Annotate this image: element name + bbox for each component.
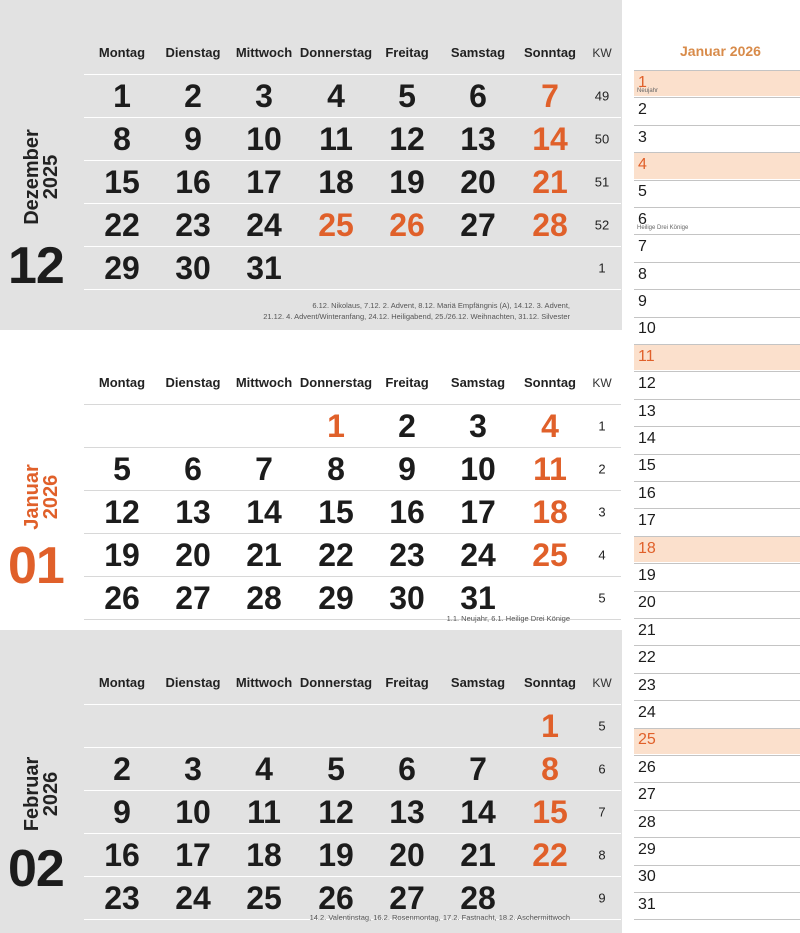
week-number: 2 — [598, 461, 606, 477]
planner-day-number: 11 — [638, 347, 655, 365]
day-number: 7 — [469, 751, 487, 787]
weekday-header: Montag — [98, 375, 146, 390]
weekday-header: Freitag — [385, 675, 429, 690]
month-number: 01 — [8, 537, 64, 595]
week-number: 7 — [598, 804, 606, 820]
planner-day-number: 27 — [638, 786, 656, 804]
day-number: 10 — [175, 794, 211, 830]
day-number: 23 — [389, 537, 425, 573]
planner-day-number: 23 — [638, 676, 656, 694]
week-number: 5 — [598, 718, 606, 734]
day-number: 21 — [532, 164, 568, 200]
planner-day-number: 30 — [638, 868, 656, 886]
planner-day-number: 26 — [638, 758, 656, 776]
planner-day-note: Neujahr — [637, 88, 659, 95]
week-number: 50 — [594, 131, 610, 147]
planner-row-line — [634, 399, 800, 400]
day-number: 3 — [469, 408, 487, 444]
planner-day-number: 8 — [638, 265, 647, 283]
planner-day-number: 13 — [638, 402, 656, 420]
planner-row-line — [634, 700, 800, 701]
day-number: 26 — [318, 880, 354, 916]
daily-planner-column — [622, 0, 800, 933]
week-row-divider — [84, 404, 621, 405]
planner-title: Januar 2026 — [680, 43, 761, 59]
week-row-divider — [84, 203, 621, 204]
weekend-highlight — [634, 153, 800, 178]
week-number: 5 — [598, 590, 606, 606]
planner-row-line — [634, 782, 800, 783]
day-number: 24 — [246, 207, 282, 243]
week-row-divider — [84, 704, 621, 705]
day-number: 1 — [541, 708, 559, 744]
holiday-notes — [447, 613, 570, 624]
day-number: 19 — [389, 164, 425, 200]
planner-day-number: 4 — [638, 155, 647, 173]
month-name: Februar — [21, 756, 43, 832]
day-number: 6 — [184, 451, 202, 487]
planner-day-number: 24 — [638, 703, 656, 721]
day-number: 25 — [532, 537, 568, 573]
planner-row-line — [634, 426, 800, 427]
weekday-header: Samstag — [450, 45, 506, 60]
day-number: 4 — [255, 751, 273, 787]
planner-day-number: 28 — [638, 813, 656, 831]
month-panel-dezember — [0, 0, 622, 330]
month-number: 12 — [8, 237, 64, 295]
day-number: 11 — [533, 451, 567, 487]
week-row-divider — [84, 533, 621, 534]
day-number: 5 — [113, 451, 131, 487]
kw-header: KW — [592, 46, 612, 60]
day-number: 28 — [532, 207, 568, 243]
holiday-notes — [263, 300, 570, 322]
month-name-year — [23, 464, 61, 530]
day-number: 8 — [113, 121, 131, 157]
day-number: 21 — [460, 837, 496, 873]
day-number: 12 — [389, 121, 425, 157]
planner-row-line — [634, 591, 800, 592]
weekday-header: Mittwoch — [235, 375, 293, 390]
planner-row-line — [634, 97, 800, 98]
day-number: 11 — [319, 121, 353, 157]
day-number: 14 — [246, 494, 282, 530]
planner-day-number: 9 — [638, 292, 647, 310]
day-number: 8 — [327, 451, 345, 487]
weekday-header: Mittwoch — [235, 45, 293, 60]
day-number: 15 — [318, 494, 354, 530]
planner-row-line — [634, 262, 800, 263]
day-number: 3 — [255, 78, 273, 114]
planner-row-line — [634, 563, 800, 564]
weekday-header: Dienstag — [165, 375, 221, 390]
weekday-header: Dienstag — [165, 45, 221, 60]
planner-row-line — [634, 125, 800, 126]
week-number: 4 — [598, 547, 606, 563]
week-row-divider — [84, 790, 621, 791]
weekday-header: Mittwoch — [235, 675, 293, 690]
planner-row-line — [634, 234, 800, 235]
week-row-divider — [84, 447, 621, 448]
planner-day-number: 25 — [638, 731, 656, 749]
week-row-divider — [84, 747, 621, 748]
weekend-highlight — [634, 729, 800, 754]
day-number: 17 — [246, 164, 282, 200]
day-number: 26 — [389, 207, 425, 243]
day-number: 20 — [175, 537, 211, 573]
day-number: 21 — [246, 537, 282, 573]
day-number: 2 — [398, 408, 416, 444]
week-number: 8 — [598, 847, 606, 863]
day-number: 9 — [113, 794, 131, 830]
weekday-header: Donnerstag — [299, 375, 373, 390]
week-row-divider — [84, 160, 621, 161]
holiday-notes — [310, 912, 570, 923]
month-panel-januar — [0, 330, 622, 630]
day-number: 14 — [532, 121, 568, 157]
day-number: 12 — [318, 794, 354, 830]
day-number: 24 — [460, 537, 496, 573]
planner-row-line — [634, 810, 800, 811]
kw-header: KW — [592, 376, 612, 390]
planner-row-line — [634, 755, 800, 756]
week-row-divider — [84, 576, 621, 577]
week-number: 9 — [598, 890, 606, 906]
weekday-header: Sonntag — [524, 675, 576, 690]
day-number: 30 — [175, 250, 211, 286]
day-number: 28 — [460, 880, 496, 916]
day-number: 11 — [247, 794, 281, 830]
planner-row-line — [634, 180, 800, 181]
day-number: 15 — [532, 794, 568, 830]
planner-day-number: 22 — [638, 649, 656, 667]
month-year: 2026 — [40, 771, 62, 817]
week-number: 49 — [594, 88, 610, 104]
day-number: 12 — [104, 494, 140, 530]
day-number: 28 — [246, 580, 282, 616]
weekend-highlight — [634, 537, 800, 562]
day-number: 17 — [460, 494, 496, 530]
day-number: 26 — [104, 580, 140, 616]
day-number: 10 — [246, 121, 282, 157]
planner-row-line — [634, 865, 800, 866]
day-number: 6 — [469, 78, 487, 114]
planner-row-line — [634, 837, 800, 838]
day-number: 23 — [104, 880, 140, 916]
week-row-divider — [84, 74, 621, 75]
planner-row-line — [634, 645, 800, 646]
planner-row-line — [634, 317, 800, 318]
planner-day-number: 6 — [638, 210, 647, 228]
day-number: 9 — [184, 121, 202, 157]
planner-day-number: 19 — [638, 566, 656, 584]
planner-day-number: 2 — [638, 101, 647, 119]
planner-day-number: 7 — [638, 238, 647, 256]
day-number: 22 — [318, 537, 354, 573]
planner-row-line — [634, 454, 800, 455]
weekday-header: Montag — [98, 675, 146, 690]
weekday-header: Donnerstag — [299, 675, 373, 690]
day-number: 16 — [104, 837, 140, 873]
day-number: 24 — [175, 880, 211, 916]
day-number: 8 — [541, 751, 559, 787]
week-number: 1 — [598, 260, 606, 276]
day-number: 16 — [389, 494, 425, 530]
planner-row-line — [634, 508, 800, 509]
day-number: 17 — [175, 837, 211, 873]
planner-day-number: 21 — [638, 621, 656, 639]
planner-day-number: 29 — [638, 840, 656, 858]
planner-row-line — [634, 207, 800, 208]
day-number: 25 — [246, 880, 282, 916]
day-number: 25 — [318, 207, 354, 243]
day-number: 9 — [398, 451, 416, 487]
week-row-divider — [84, 117, 621, 118]
day-number: 23 — [175, 207, 211, 243]
holiday-line: 14.2. Valentinstag, 16.2. Rosenmontag, 17.2. Fastnacht, 18.2. Aschermittwoch — [309, 913, 570, 922]
planner-day-number: 5 — [638, 183, 647, 201]
day-number: 16 — [175, 164, 211, 200]
holiday-line: 21.12. 4. Advent/Winteranfang, 24.12. Heiligabend, 25./26.12. Weihnachten, 31.12. Silvester — [263, 312, 570, 321]
day-number: 1 — [113, 78, 131, 114]
planner-row-line — [634, 618, 800, 619]
weekday-header: Samstag — [450, 375, 506, 390]
weekday-header: Sonntag — [524, 45, 576, 60]
day-number: 4 — [327, 78, 345, 114]
week-row-divider — [84, 289, 621, 290]
day-number: 10 — [460, 451, 496, 487]
day-number: 29 — [104, 250, 140, 286]
day-number: 2 — [184, 78, 202, 114]
planner-row-line — [634, 919, 800, 920]
weekday-header: Freitag — [385, 45, 429, 60]
month-name-year — [23, 757, 61, 831]
day-number: 18 — [318, 164, 354, 200]
planner-row-line — [634, 481, 800, 482]
day-number: 19 — [104, 537, 140, 573]
week-row-divider — [84, 833, 621, 834]
day-number: 4 — [541, 408, 559, 444]
planner-day-number: 31 — [638, 895, 656, 913]
day-number: 22 — [532, 837, 568, 873]
week-number: 51 — [594, 174, 610, 190]
planner-row-line — [634, 673, 800, 674]
week-number: 1 — [598, 418, 606, 434]
planner-day-number: 14 — [638, 429, 656, 447]
day-number: 18 — [246, 837, 282, 873]
planner-row-line — [634, 892, 800, 893]
week-number: 52 — [594, 217, 610, 233]
day-number: 20 — [460, 164, 496, 200]
planner-day-note: Heilige Drei Könige — [637, 225, 689, 232]
kw-header: KW — [592, 676, 612, 690]
week-row-divider — [84, 490, 621, 491]
weekday-header: Montag — [98, 45, 146, 60]
month-number: 02 — [8, 840, 64, 898]
planner-day-number: 16 — [638, 484, 656, 502]
day-number: 29 — [318, 580, 354, 616]
month-name: Dezember — [21, 129, 43, 225]
day-number: 31 — [460, 580, 496, 616]
planner-day-number: 17 — [638, 512, 656, 530]
month-side-label — [0, 330, 84, 630]
weekend-highlight — [634, 345, 800, 370]
month-panel-februar — [0, 630, 622, 933]
day-number: 13 — [175, 494, 211, 530]
day-number: 1 — [327, 408, 345, 444]
day-number: 30 — [389, 580, 425, 616]
day-number: 3 — [184, 751, 202, 787]
week-row-divider — [84, 246, 621, 247]
weekday-header: Samstag — [450, 675, 506, 690]
day-number: 5 — [327, 751, 345, 787]
day-number: 27 — [460, 207, 496, 243]
week-number: 3 — [598, 504, 606, 520]
day-number: 7 — [255, 451, 273, 487]
day-number: 27 — [389, 880, 425, 916]
day-number: 13 — [460, 121, 496, 157]
day-number: 15 — [104, 164, 140, 200]
weekend-highlight — [634, 71, 800, 96]
month-side-label — [0, 630, 84, 933]
week-number: 6 — [598, 761, 606, 777]
weekday-header: Dienstag — [165, 675, 221, 690]
month-name-year — [23, 129, 61, 225]
planner-day-number: 20 — [638, 594, 656, 612]
weekday-header: Freitag — [385, 375, 429, 390]
planner-day-number: 3 — [638, 128, 647, 146]
day-number: 22 — [104, 207, 140, 243]
day-number: 5 — [398, 78, 416, 114]
month-year: 2025 — [40, 154, 62, 200]
day-number: 14 — [460, 794, 496, 830]
weekday-header: Donnerstag — [299, 45, 373, 60]
planner-day-number: 10 — [638, 320, 656, 338]
day-number: 13 — [389, 794, 425, 830]
day-number: 6 — [398, 751, 416, 787]
month-name: Januar — [21, 464, 43, 530]
day-number: 2 — [113, 751, 131, 787]
planner-day-number: 18 — [638, 539, 656, 557]
planner-row-line — [634, 289, 800, 290]
planner-day-number: 15 — [638, 457, 656, 475]
day-number: 18 — [532, 494, 568, 530]
planner-day-number: 1 — [638, 73, 647, 91]
day-number: 31 — [246, 250, 282, 286]
holiday-line: 6.12. Nikolaus, 7.12. 2. Advent, 8.12. Mariä Empfängnis (A), 14.12. 3. Advent, — [312, 301, 570, 310]
day-number: 19 — [318, 837, 354, 873]
planner-day-number: 12 — [638, 375, 656, 393]
planner-row-line — [634, 70, 800, 71]
holiday-line: 1.1. Neujahr, 6.1. Heilige Drei Könige — [446, 614, 570, 623]
weekday-header: Sonntag — [524, 375, 576, 390]
month-side-label — [0, 0, 84, 330]
day-number: 27 — [175, 580, 211, 616]
day-number: 20 — [389, 837, 425, 873]
month-year: 2026 — [40, 474, 62, 520]
day-number: 7 — [541, 78, 559, 114]
planner-row-line — [634, 371, 800, 372]
week-row-divider — [84, 876, 621, 877]
